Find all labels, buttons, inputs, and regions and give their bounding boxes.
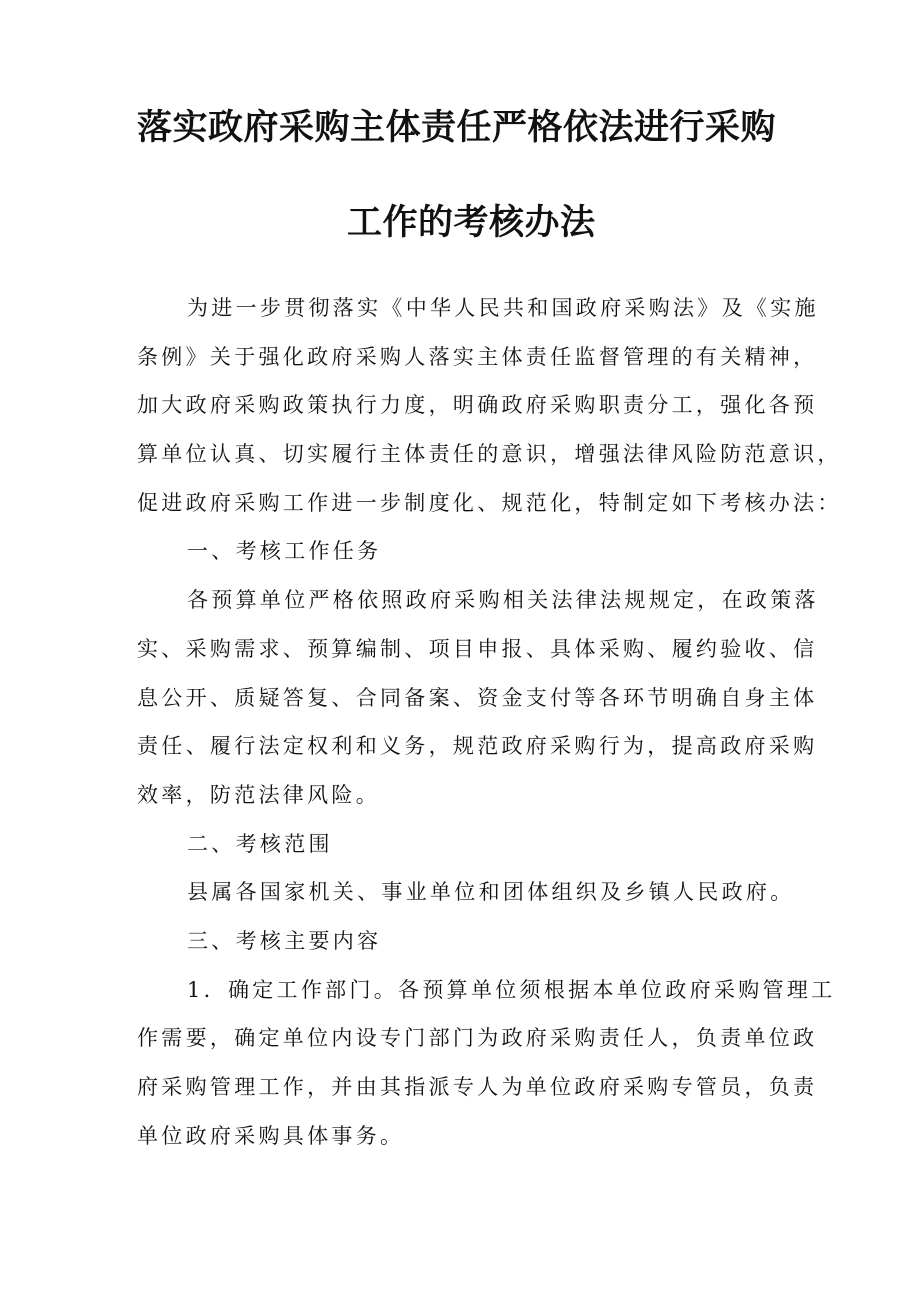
intro-paragraph-line: 促进政府采购工作进一步制度化、规范化，特制定如下考核办法： (137, 490, 842, 515)
section-tasks-line: 各预算单位严格依照政府采购相关法律法规规定，在政策落 (187, 588, 819, 613)
section-tasks-line: 责任、履行法定权利和义务，规范政府采购行为，提高政府采购 (137, 734, 818, 759)
document-title-line-1: 落实政府采购主体责任严格依法进行采购 (137, 108, 777, 148)
section-tasks-line: 息公开、质疑答复、合同备案、资金支付等各环节明确自身主体 (137, 685, 818, 710)
intro-paragraph-line: 为进一步贯彻落实《中华人民共和国政府采购法》及《实施 (187, 296, 819, 320)
document-title-line-2: 工作的考核办法 (347, 203, 596, 243)
intro-paragraph-line: 算单位认真、切实履行主体责任的意识，增强法律风险防范意识， (137, 442, 842, 467)
section-content-line: 府采购管理工作，并由其指派专人为单位政府采购专管员，负责 (137, 1075, 818, 1099)
section-scope-line: 县属各国家机关、事业单位和团体组织及乡镇人民政府。 (187, 880, 795, 905)
section-heading-tasks: 一、考核工作任务 (187, 539, 382, 564)
section-tasks-line: 效率，防范法律风险。 (137, 782, 380, 807)
intro-paragraph-line: 加大政府采购政策执行力度，明确政府采购职责分工，强化各预 (137, 393, 818, 418)
section-content-line: 1．确定工作部门。各预算单位须根据本单位政府采购管理工 (187, 977, 836, 1002)
section-tasks-line: 实、采购需求、预算编制、项目申报、具体采购、履约验收、信 (137, 636, 818, 661)
document-body (137, 284, 842, 1160)
intro-paragraph-line: 条例》关于强化政府采购人落实主体责任监督管理的有关精神， (137, 344, 818, 369)
section-heading-content: 三、考核主要内容 (187, 928, 382, 953)
section-content-line: 单位政府采购具体事务。 (137, 1123, 405, 1148)
section-heading-scope: 二、考核范围 (187, 831, 333, 856)
section-content-line: 作需要，确定单位内设专门部门为政府采购责任人，负责单位政 (137, 1026, 818, 1051)
